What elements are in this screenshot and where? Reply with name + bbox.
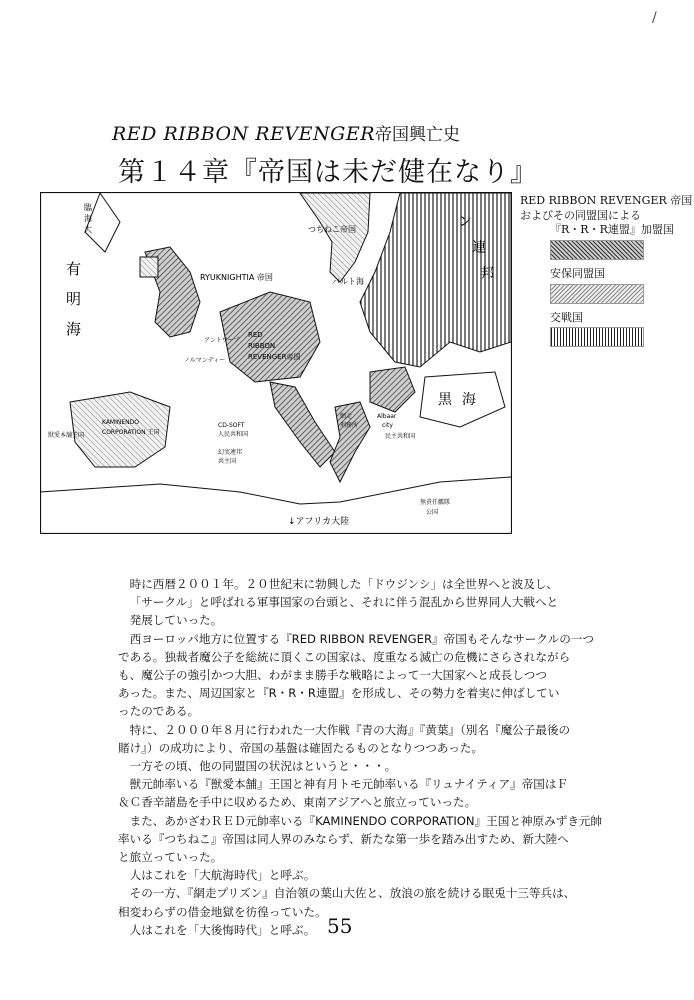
map-label-abashiri-2: 刑務所	[340, 422, 359, 429]
map-label-ryuknightia: RYUKNIGHTIA 帝国	[200, 273, 273, 282]
map-label-normandy: ノルマンディー	[184, 357, 226, 364]
body-line: ったのである。	[118, 704, 200, 719]
body-line: 人はこれを「大航海時代」と呼ぶ。	[129, 868, 316, 883]
map-legend	[520, 194, 693, 355]
body-line: あった。また、周辺国家と『R・R・R連盟』を形成し、その勢力を着実に伸ばしてい	[118, 686, 560, 701]
series-title-en: RED RIBBON REVENGER	[112, 123, 376, 145]
ireland-region	[140, 257, 158, 277]
body-line: も、魔公子の強引かつ大胆、わがまま勝手な戦略によって一大国家へと成長しつつ	[118, 668, 547, 683]
legend-swatch-war	[550, 327, 644, 347]
body-line: ＆Ｃ香辛諸島を手中に収めるため、東南アジアへと旅立っていった。	[118, 795, 477, 810]
map-label-rrr-1: RED	[248, 331, 263, 339]
series-title-jp: 帝国興亡史	[375, 125, 461, 145]
map-label-rinkai-1: 臨	[84, 203, 92, 212]
map-label-juai: 獣愛本舗王国	[48, 432, 85, 439]
map-label-kaminendo-1: KAMINENDO	[102, 419, 139, 426]
map-label-baltic: バルト海	[332, 277, 364, 286]
map-label-tsuchineko: つちねこ帝国	[308, 225, 356, 234]
map-label-kokkai-2: 海	[462, 392, 476, 408]
body-line: 率いる『つちねこ』帝国は同人界のみならず、新たな第一歩を踏み出すため、新大陸へ	[118, 831, 569, 846]
legend-swatch-security	[550, 284, 644, 304]
map-label-cdsoft-1: CD-SOFT	[218, 422, 245, 429]
legend-line-2: およびその同盟国による	[520, 208, 641, 222]
body-line: 特に、２０００年８月に行われた一大作戦『青の大海』『黄葉』（別名『魔公子最後の	[129, 722, 571, 737]
map-label-rinkai-3: 大	[84, 225, 92, 234]
map-label-albaar-2: city	[382, 422, 393, 429]
body-line: 発展していった。	[129, 613, 223, 628]
map-label-albaar-1: Albaar	[377, 413, 397, 420]
map-label-kaminendo-2: CORPORATION 王国	[102, 429, 160, 436]
legend-label-security: 安保同盟国	[550, 266, 605, 280]
body-line: と旅立っていった。	[118, 850, 223, 865]
map-label-mushuki-2: 公国	[426, 509, 439, 516]
map-label-antwerp: アントワープ	[204, 337, 240, 344]
series-title	[112, 120, 460, 145]
legend-line-1: RED RIBBON REVENGER 帝国	[520, 194, 693, 207]
map-label-rrr-3: REVENGER帝国	[248, 353, 301, 361]
corner-mark: /	[652, 10, 657, 26]
body-text	[118, 575, 628, 939]
body-line: その一方、『網走プリズン』自治領の葉山大佐と、放浪の旅を続ける眠兎十三等兵は、	[129, 886, 576, 901]
map-label-genei-1: 幻実連邦	[218, 449, 243, 456]
map-label-africa: ↓アフリカ大陸	[288, 517, 350, 527]
body-line: 相変わらずの借金地獄を彷徨っていた。	[118, 904, 327, 919]
map-label-ariake-1: 有	[66, 260, 82, 278]
map-label-rinkai-2: 海	[84, 214, 92, 223]
body-line: 獣元帥率いる『獣愛本舗』王国と神有月トモ元帥率いる『リュナイティア』帝国はＦ	[129, 777, 569, 792]
map-label-minshu: 民主共和国	[385, 433, 416, 440]
map-label-genei-2: 共主国	[218, 458, 237, 465]
map-label-rrr-2: RIBBON	[248, 342, 276, 350]
body-line: 時に西暦２００１年。２０世紀末に勃興した「ドウジンシ」は全世界へと波及し、	[129, 577, 558, 591]
map-label-ariake-3: 海	[66, 320, 82, 338]
map-label-ariake-2: 明	[66, 290, 82, 308]
body-line: 西ヨーロッパ地方に位置する『RED RIBBON REVENGER』帝国もそんなサークルの一つ	[129, 631, 594, 646]
map-label-mushuki-1: 無責任艦隊	[420, 499, 451, 506]
europe-map	[40, 192, 512, 534]
map-label-renpo-1: ン	[458, 214, 472, 230]
map-label-abashiri-1: 網走	[340, 413, 353, 420]
chapter-title: 第１４章『帝国は未だ健在なり』	[118, 157, 538, 188]
map-label-renpo-2: 連	[472, 240, 486, 256]
map-label-kokkai-1: 黒	[438, 392, 452, 408]
body-line: また、あかざわＲＥＤ元帥率いる『KAMINENDO CORPORATION』王国と神原みずき元帥	[129, 813, 603, 828]
body-line: 「サークル」と呼ばれる軍事国家の台頭と、それに伴う混乱から世界同人大戦へと	[129, 595, 559, 610]
legend-swatch-alliance	[550, 240, 644, 260]
body-line: 人はこれを「大後悔時代」と呼ぶ。	[129, 922, 316, 937]
legend-label-war: 交戦国	[550, 310, 583, 324]
map-label-renpo-3: 邦	[480, 266, 494, 282]
map-label-cdsoft-2: 人民共和国	[218, 431, 249, 438]
body-line: 賭け』）の成功により、帝国の基盤は確固たるものとなりつつあった。	[118, 740, 484, 755]
page-number: 55	[327, 914, 353, 938]
body-line: 一方その頃、他の同盟国の状況はというと・・・。	[129, 759, 397, 774]
legend-line-3: 『R・R・R連盟』加盟国	[550, 223, 674, 237]
body-line: である。独裁者魔公子を総統に頂くこの国家は、度重なる滅亡の危機にさらされながら	[118, 649, 571, 664]
